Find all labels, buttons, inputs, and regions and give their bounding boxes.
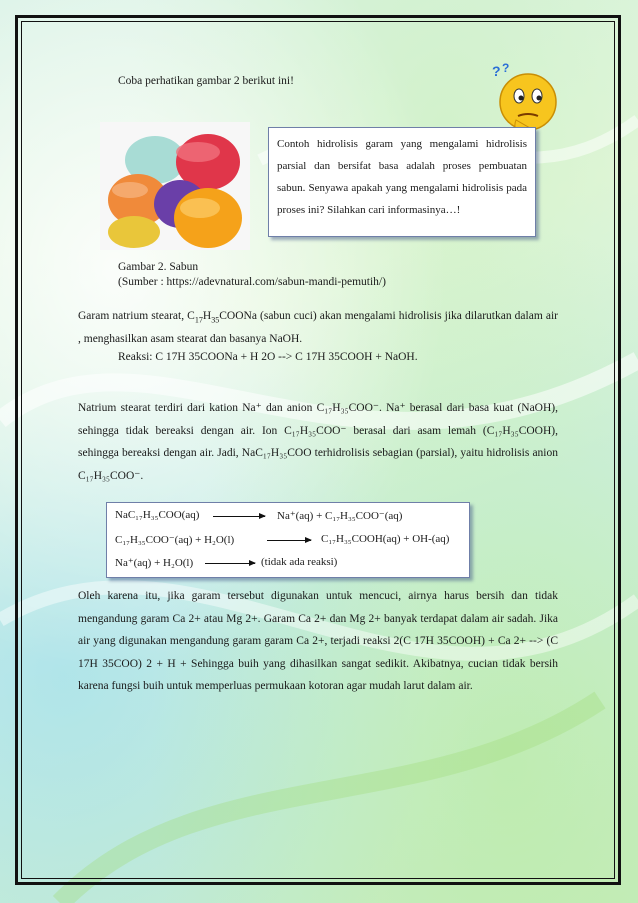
intro-text: Coba perhatikan gambar 2 berikut ini! xyxy=(118,75,294,87)
reaction-2-right: C₁₇H₃₅COOH(aq) + OH-(aq) xyxy=(321,533,450,545)
caption-title: Gambar 2. Sabun xyxy=(118,261,199,273)
reaction-1-right: Na⁺(aq) + C₁₇H₃₅COO⁻(aq) xyxy=(277,510,403,522)
arrow-right-icon xyxy=(213,516,265,517)
reaction-box xyxy=(106,502,470,578)
svg-text:?: ? xyxy=(492,63,501,79)
paragraph-hydrolysis-explanation: Natrium stearat terdiri dari kation Na⁺ dan anion C₁₇H₃₅COO⁻. Na⁺ berasal dari basa kuat (NaOH), sehingga tidak bereaksi dengan air. Ion C₁₇H₃₅COO⁻ berasal dari asam lemah (C₁₇H₃₅COOH), sehingga bereaksi dengan air. Jadi, NaC₁₇H₃₅COO terhidrolisis sebagian (parsial), yaitu hidrolisis anion C₁₇H₃₅COO⁻. xyxy=(78,402,558,482)
reaction-3-left: Na⁺(aq) + H₂O(l) xyxy=(115,557,194,569)
reaction-equation: Reaksi: C 17H 35COONa + H 2O --> C 17H 35COOH + NaOH. xyxy=(118,351,418,363)
reaction-3-right: (tidak ada reaksi) xyxy=(261,556,338,568)
question-callout-box: Contoh hidrolisis garam yang mengalami hidrolisis parsial dan bersifat basa adalah proses pembuatan sabun. Senyawa apakah yang mengalami hidrolisis pada proses ini? Silahkan cari informasinya…! xyxy=(268,127,536,237)
paragraph-hard-water: Oleh karena itu, jika garam tersebut digunakan untuk mencuci, airnya harus bersih dan tidak mengandung garam Ca 2+ atau Mg 2+. Garam Ca 2+ dan Mg 2+ banyak terdapat dalam air sadah. Jika air yang digunakan mengandung garam garam Ca 2+, terjadi reaksi 2(C 17H 35COOH) + Ca 2+ --> (C 17H 35COO) 2 + H + Sehingga buih yang dihasilkan sangat sedikit. Akibatnya, cucian tidak bersih karena fungsi buih untuk memperluas permukaan kotoran agar mudah larut dalam air. xyxy=(78,590,558,692)
arrow-right-icon xyxy=(267,540,311,541)
arrow-right-icon xyxy=(205,563,255,564)
reaction-1-left: NaC₁₇H₃₅COO(aq) xyxy=(115,509,200,521)
svg-text:?: ? xyxy=(502,61,510,75)
figure-caption xyxy=(118,260,386,290)
paragraph-natrium-stearat: Garam natrium stearat, $C_{17}H_{35}COONa$ (sabun cuci) akan mengalami hidrolisis jika dilarutkan dalam air , menghasilkan asam stearat dan basanya NaOH. xyxy=(78,310,558,345)
reaction-2-left: C₁₇H₃₅COO⁻(aq) + H₂O(l) xyxy=(115,534,235,546)
caption-source: (Sumber : https://adevnatural.com/sabun-mandi-pemutih/) xyxy=(118,276,386,288)
soap-bars-image xyxy=(100,122,250,250)
